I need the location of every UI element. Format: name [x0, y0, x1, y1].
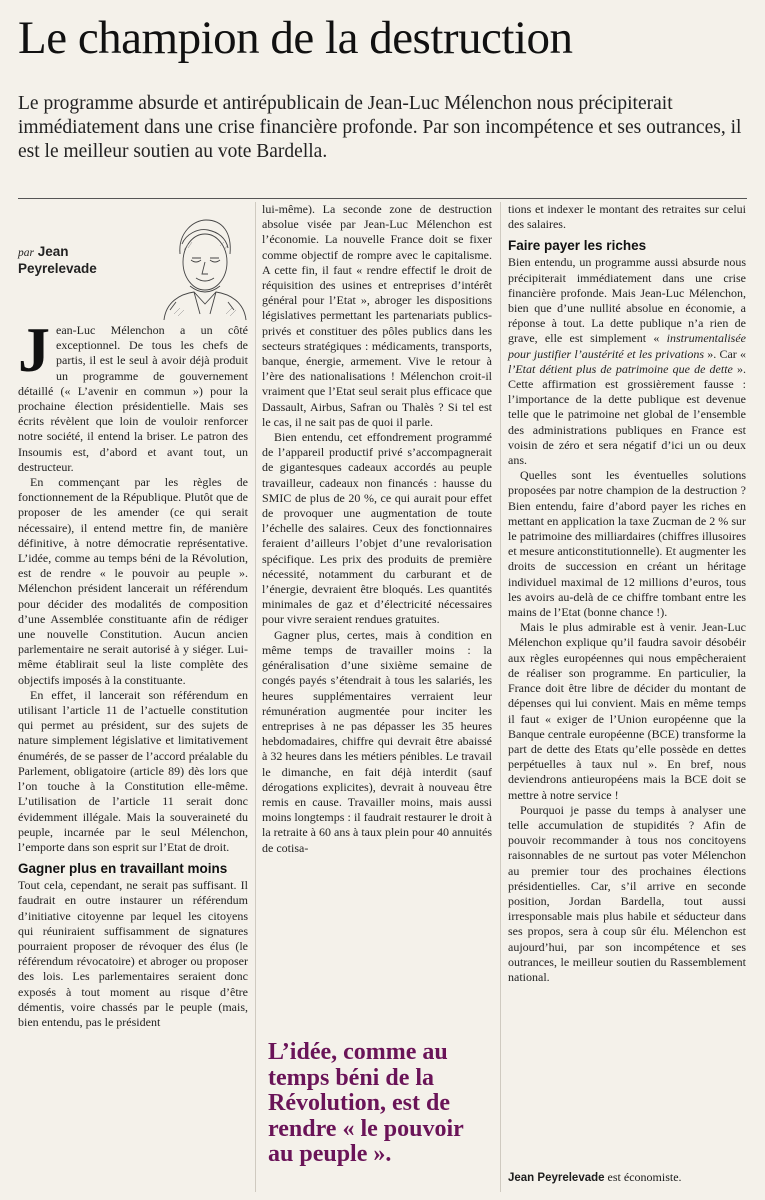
byline-box: [18, 212, 256, 322]
paragraph-7: Gagner plus, certes, mais à condition en même temps de travailler moins : la généralisation d’une sixième semaine de congés payés s’étendrait à tous les salariés, les heures supplémentaires verraient leur rémunération augmentée pour inciter les entreprises à ne pas dépasser les 35 heures hebdomadaires, chiffre qui devrait être abaissé à 32 heures dans les métiers pénibles. Le travail le dimanche, en fait déjà interdit (sauf dérogations explicites), devrait à nouveau être remis en cause. Travailler moins, mais aussi moins longtemps : il faudrait restaurer le droit à la retraite à 60 ans à taux plein pour 40 annuités de cotisa-: [262, 627, 492, 855]
paragraph-9-part-a: Bien entendu, un programme aussi absurde nous précipiterait immédiatement dans une crise financière profonde. Mais Jean-Luc Mélenchon, bien que d’une nullité absolue en économie, a réponse à tout. La dette publique n’a rien de grave, elle est simplement «: [508, 255, 746, 346]
article-column-3: [508, 202, 746, 985]
paragraph-3: En effet, il lancerait son référendum en utilisant l’article 11 de l’actuelle constitution qui permet au président, sur des sujets de nature simplement législative et limitativement énumérés, de se passer de l’accord préalable du Parlement, obligatoire (article 89) dès lors que l’on touche à la Constitution elle-même. L’utilisation de l’article 11 serait donc évidemment illégale. Mais la souveraineté du peuple, incarnée par le seul Mélenchon, l’emporte dans son esprit sur l’Etat de droit.: [18, 687, 248, 854]
paragraph-1: [18, 314, 248, 475]
byline-par: par: [18, 247, 34, 259]
paragraph-12: Pourquoi je passe du temps à analyser une telle accumulation de stupidités ? Afin de pouvoir recommander à tous nos concitoyens raisonnables de ne surtout pas voter Mélenchon au premier tour des prochaines élections présidentielles. Car, s’il arrive en seconde position, Jordan Bardella, tout aussi irresponsable mais plus habile et séducteur dans ses propos, sera à coup sûr élu. Mélenchon est aujourd’hui, par son incompétence et ses outrances, le meilleur soutien du Rassemblement national.: [508, 802, 746, 984]
headline: Le champion de la destruction: [18, 12, 573, 64]
dropcap: J: [18, 314, 50, 385]
standfirst: Le programme absurde et antirépublicain de Jean-Luc Mélenchon nous précipiterait immédiatement dans une crise financière profonde. Par son incompétence et ses outrances, il est le meilleur soutien au vote Bardella.: [18, 93, 742, 162]
paragraph-9: [508, 255, 746, 468]
pull-quote: L’idée, comme au temps béni de la Révolution, est de rendre « le pouvoir au peuple ».: [268, 1039, 464, 1167]
article-column-1: [18, 314, 248, 1030]
paragraph-1-text: ean-Luc Mélenchon a un côté exceptionnel. De tous les chefs de partis, il est le seul à avoir déjà produit un programme de gouvernement détaillé (« L’avenir en commun ») pour la prochaine élection présidentielle. Mais ses écrits révèlent que loin de vouloir renforcer notre société, il entend la briser. Le patron des Insoumis est, d’abord et avant tout, un destructeur.: [18, 323, 248, 474]
quote-instrumentalisee: instrumentalisée pour justifier l’austérité et les privations: [508, 331, 746, 361]
column-divider-2: [500, 202, 501, 1192]
paragraph-10: Quelles sont les éventuelles solutions proposées par notre champion de la destruction ? Bien entendu, faire d’abord payer les riches en mettant en application la taxe Zucman de 2 % sur le patrimoine des milliardaires (chiffres illusoires et mesure anticonstitutionnelle). Et augmenter les droits de succession en créant un héritage individuel maximal de 12 millions d’euros, tous les avoirs au-delà de ce chiffre tombant entre les mains de l’Etat (bonne chance !).: [508, 468, 746, 620]
top-rule: [18, 198, 747, 199]
byline: [18, 244, 97, 277]
paragraph-5: lui-même). La seconde zone de destruction absolue visée par Jean-Luc Mélenchon est l’économie. La nouvelle France doit se fixer comme objectif de rompre avec le capitalisme. A cette fin, il faut « rendre effectif le droit de réquisition des usines et entreprises d’intérêt général pour l’Etat », abroger les dispositions législatives permettant les partenariats publics-privés et constituer des pôles publics dans les secteurs stratégiques : médicaments, transports, banque, énergie, armement. Vive le retour à l’ère des nationalisations ! Mélenchon croit-il vraiment que l’Etat seul serait plus efficace que Dassault, Airbus, Safran ou Thalès ? Si tel est le cas, il ne sait pas de quoi il parle.: [262, 202, 492, 429]
subheading-faire-payer: Faire payer les riches: [508, 238, 647, 254]
column-divider-1: [255, 202, 256, 1192]
paragraph-6: Bien entendu, cet effondrement programmé de l’appareil productif privé s’accompagnerait de gigantesques cadeaux accordés au peuple travailleur, cadeaux non financés : hausse du SMIC de plus de 20 %, ce qui aurait pour effet de provoquer une augmentation de toute l’échelle des salaires. Ceux des fonctionnaires feraient d’ailleurs l’objet d’une revalorisation spécifique. Les prix des produits de première nécessité, notamment du carburant et de l’énergie, devraient être bloqués. Les quantités minimales de gaz et d’électricité nécessaires pour vivre seraient rendues gratuites.: [262, 430, 492, 627]
paragraph-2: En commençant par les règles de fonctionnement de la République. Plutôt que de proposer de les amender (ce qui serait nécessaire), il entend mettre fin, de manière définitive, à notre démocratie représentative. L’idée, comme au temps béni de la Révolution, est de rendre « le pouvoir au peuple ». Mélenchon président lancerait un référendum pour décider des modalités de composition d’une Assemblée constituante afin de rédiger une nouvelle Constitution. Aucun ancien parlementaire ne serait autorisé à y siéger. Lui-même établirait seul la liste complète des objectifs imposés à la constituante.: [18, 475, 248, 687]
paragraph-11: Mais le plus admirable est à venir. Jean-Luc Mélenchon explique qu’il faudra savoir désobéir aux règles européennes qui nous empêcheraient de réaliser son programme. En particulier, la France doit être libre de décider du montant de dépenses qui lui convient. Mais en même temps il faut « exiger de l’Union européenne que la Banque centrale européenne (BCE) transforme la part de dette des Etats qu’elle possède en dettes perpétuelles à taux nul ». En bref, nous deviendrons antieuropéens mais la BCE doit se mettre à notre service !: [508, 620, 746, 802]
article-column-2: [262, 202, 492, 856]
paragraph-9-part-c: ». Cette affirmation est grossièrement fausse : l’importance de la dette publique est devenue telle que le patrimoine net global de l’ensemble des administrations publiques en France est voisin de zéro et sera négatif d’ici un ou deux ans.: [508, 361, 747, 468]
author-portrait-sketch: [150, 214, 254, 320]
quote-patrimoine: l’Etat détient plus de patrimoine que de dette: [508, 361, 733, 376]
signoff-rest: est économiste.: [604, 1170, 682, 1184]
paragraph-8: tions et indexer le montant des retraites sur celui des salaires.: [508, 202, 746, 232]
signoff-name: Jean Peyrelevade: [508, 1172, 605, 1184]
byline-last-name: Peyrelevade: [18, 261, 97, 276]
paragraph-9-part-b: ». Car «: [704, 346, 746, 361]
author-signoff: [508, 1170, 746, 1186]
byline-first-name: Jean: [37, 244, 69, 259]
subheading-gagner-plus: Gagner plus en travaillant moins: [18, 861, 228, 877]
paragraph-4: Tout cela, cependant, ne serait pas suffisant. Il faudrait en outre instaurer un référendum d’initiative citoyenne par lequel les citoyens qui réuniraient suffisamment de signatures pourraient proposer de révoquer des élus (le référendum révocatoire) et abroger ou proposer des lois. Les parlementaires seraient donc exposés à tout moment au risque d’être démentis, voire chassés par le peuple (mais, bien entendu, pas le président: [18, 878, 248, 1029]
